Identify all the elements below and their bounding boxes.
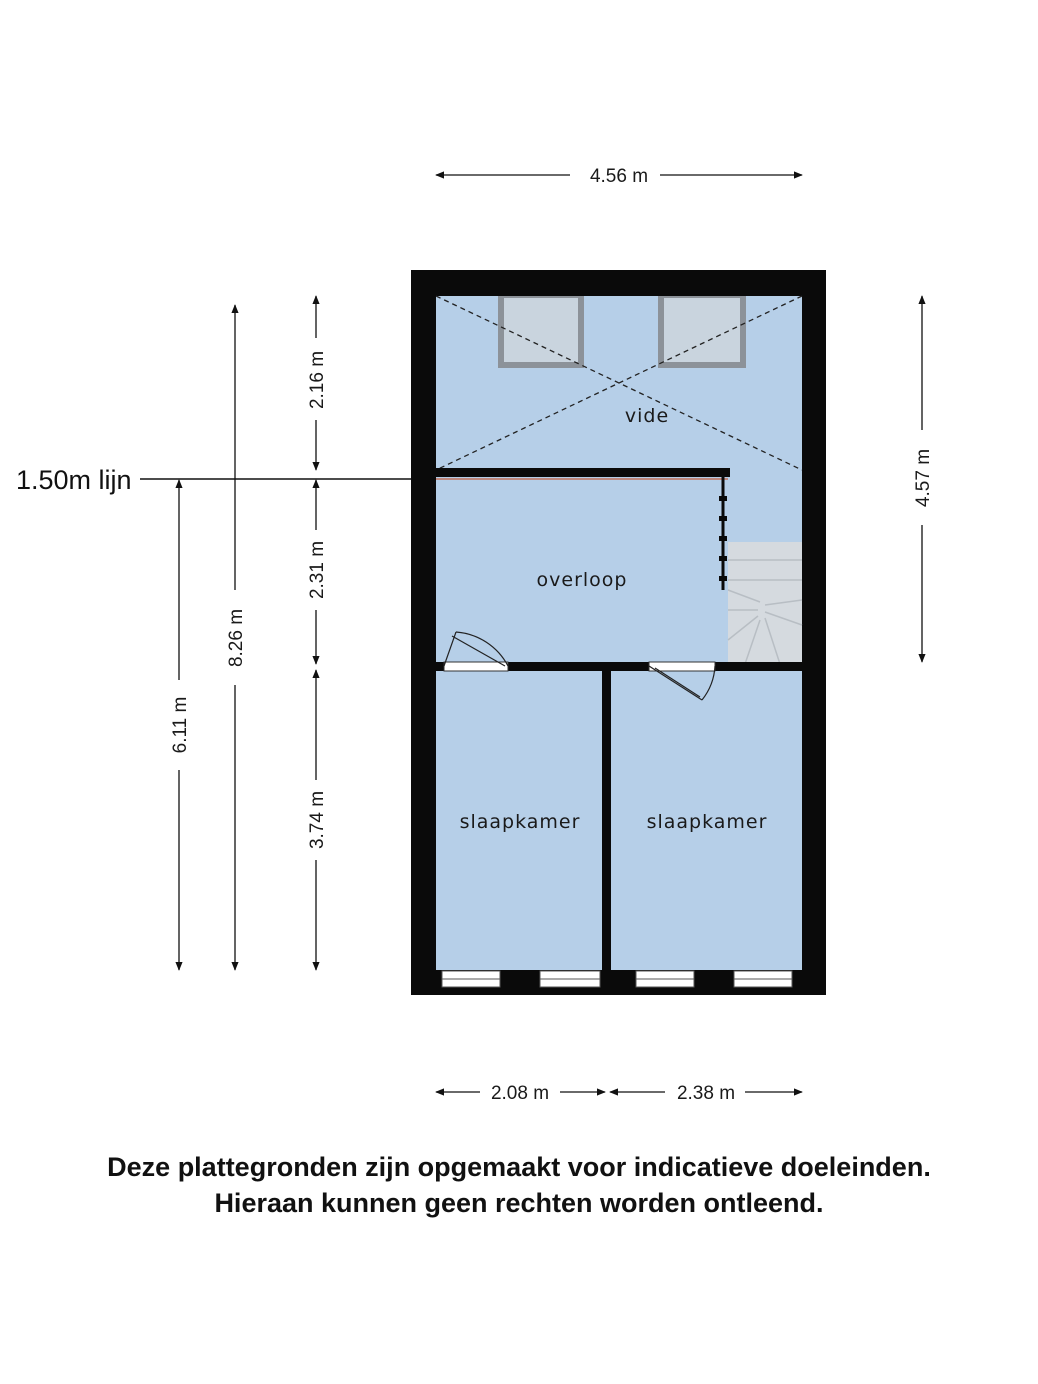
room-label-vide: vide (624, 405, 670, 427)
dim-label-below-line: 6.11 m (170, 696, 191, 754)
door-opening-left (444, 662, 508, 671)
dim-label-vide: 2.16 m (307, 350, 328, 410)
disclaimer-line-2: Hieraan kunnen geen rechten worden ontleend. (214, 1188, 824, 1218)
door-opening-right (649, 662, 715, 671)
disclaimer-line-1: Deze plattegronden zijn opgemaakt voor indicatieve doeleinden. (107, 1152, 931, 1182)
skylight-right (658, 296, 746, 368)
dim-label-bottom-right: 2.38 m (676, 1083, 736, 1104)
dim-label-right: 4.57 m (913, 448, 934, 508)
dim-label-bedrooms: 3.74 m (307, 790, 328, 850)
wall-bedroom-divider (602, 662, 611, 970)
vide-railing (436, 468, 730, 477)
room-label-bedroom-left: slaapkamer (459, 811, 581, 833)
room-label-overloop: overloop (536, 569, 628, 591)
dim-label-bottom-left: 2.08 m (490, 1083, 550, 1104)
dim-label-total: 8.26 m (226, 608, 247, 668)
dim-label-top: 4.56 m (589, 166, 649, 187)
height-line-label: 1.50m lijn (16, 465, 132, 495)
floor-vide (436, 296, 802, 476)
staircase (728, 542, 802, 664)
dim-label-overloop: 2.31 m (307, 540, 328, 600)
room-label-bedroom-right: slaapkamer (646, 811, 768, 833)
